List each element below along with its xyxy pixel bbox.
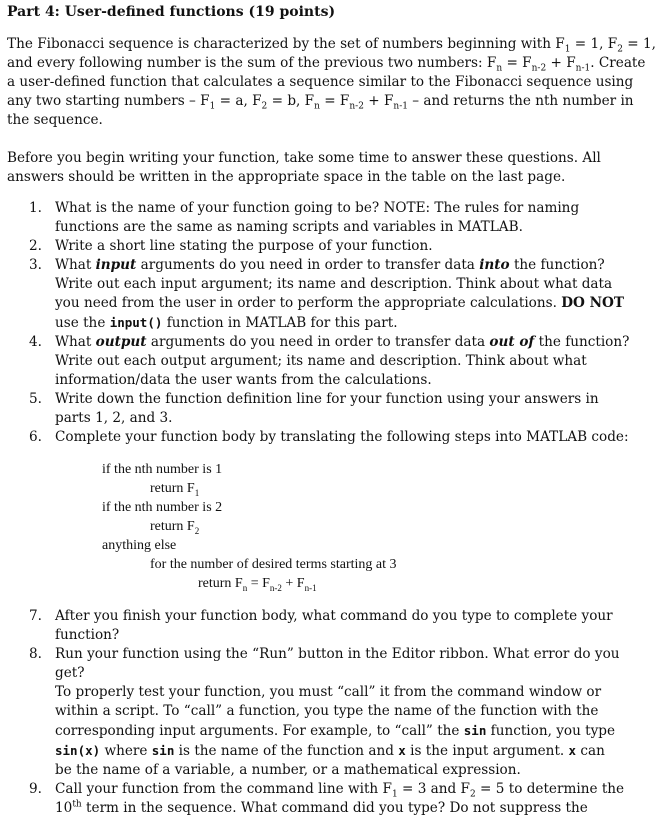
question-3 [7,256,639,333]
question-7-line-1: After you finish your function body, what command do you type to complete your [55,608,613,624]
intro-paragraph [7,35,656,130]
question-3-line-2: Write out each input argument; its name and description. Think about what data [55,276,613,292]
question-1 [7,199,639,237]
item-number: 8. [29,646,42,662]
question-2 [7,237,639,256]
document-page [7,3,656,818]
pseudocode-block [7,460,639,593]
intro-line-4: any two starting numbers – $F_1 = a$, $F_2 = b$, $F_n = F_{n-2} + F_{n-1}$ – and returns the nth number in [7,93,634,112]
intro-line-3: a user-defined function that calculates a sequence similar to the Fibonacci sequence using [7,74,634,90]
question-8-line-5: corresponding input arguments. For example, to “call” the sin function, you type [55,723,616,739]
question-8-line-3: To properly test your function, you must “call” it from the command window or [55,684,602,700]
question-4-line-1: What output arguments do you need in order to transfer data out of the function? [55,334,630,350]
intro-line-5: the sequence. [7,112,103,128]
question-list [7,199,639,818]
item-number: 1. [29,200,42,216]
question-8-line-1: Run your function using the “Run” button in the Editor ribbon. What error do you [55,646,620,662]
question-6 [7,428,639,447]
question-1-line-2: functions are the same as naming scripts and variables in MATLAB. [55,219,523,235]
pseudocode-line: return $F_2$ [150,519,200,536]
question-7-line-2: function? [55,627,120,643]
pseudocode-line: for the number of desired terms starting at 3 [150,557,397,572]
question-4-line-2: Write out each output argument; its name and description. Think about what [55,353,587,369]
question-2-line-1: Write a short line stating the purpose of your function. [55,238,433,254]
question-4-line-3: information/data the user wants from the calculations. [55,372,432,388]
item-number: 6. [29,429,42,445]
before-line-1: Before you begin writing your function, take some time to answer these questions. All [7,150,601,166]
section-title: Part 4: User-defined functions (19 points) [7,4,336,20]
item-number: 7. [29,608,42,624]
question-3-line-3: you need from the user in order to perform the appropriate calculations. DO NOT [55,295,624,311]
question-9 [7,780,639,818]
pseudocode-line: return $F_1$ [150,481,200,498]
item-number: 9. [29,781,42,797]
question-9-line-1: Call your function from the command line with $F_1 = 3$ and $F_2 = 5$ to determine the [55,781,625,800]
question-3-line-1: What input arguments do you need in order to transfer data into the function? [55,257,605,273]
before-paragraph [7,149,639,187]
intro-line-1: The Fibonacci sequence is characterized by the set of numbers beginning with $F_1 = 1$, $F_2 = 1$, [7,36,656,55]
pseudocode-line: if the nth number is 1 [102,462,223,477]
question-7 [7,607,639,645]
pseudocode-line: if the nth number is 2 [102,500,223,515]
item-number: 5. [29,391,42,407]
before-line-2: answers should be written in the appropriate space in the table on the last page. [7,169,566,185]
question-5-line-1: Write down the function definition line for your function using your answers in [55,391,599,407]
question-8-line-2: get? [55,665,85,681]
question-3-line-4: use the input() function in MATLAB for this part. [55,315,398,331]
item-number: 3. [29,257,42,273]
item-number: 2. [29,238,42,254]
question-8-line-6: sin(x) where sin is the name of the function and x is the input argument. x can [55,743,605,759]
item-number: 4. [29,334,42,350]
question-4 [7,333,639,390]
question-8-line-4: within a script. To “call” a function, you type the name of the function with the [55,703,599,719]
question-6-line-1: Complete your function body by translating the following steps into MATLAB code: [55,429,629,445]
pseudocode-line: return $F_n = F_{n-2} + F_{n-1}$ [198,576,317,593]
intro-line-2: and every following number is the sum of the previous two numbers: $F_n = F_{n-2} + F_{n-1}$. Create [7,55,646,74]
pseudocode-line: anything else [102,538,177,553]
question-5-line-2: parts 1, 2, and 3. [55,410,173,426]
question-9-line-2: 10th term in the sequence. What command did you type? Do not suppress the [55,799,588,816]
question-1-line-1: What is the name of your function going to be? NOTE: The rules for naming [55,200,580,216]
question-8 [7,645,639,780]
question-5 [7,390,639,428]
question-8-line-7: be the name of a variable, a number, or a mathematical expression. [55,762,521,778]
